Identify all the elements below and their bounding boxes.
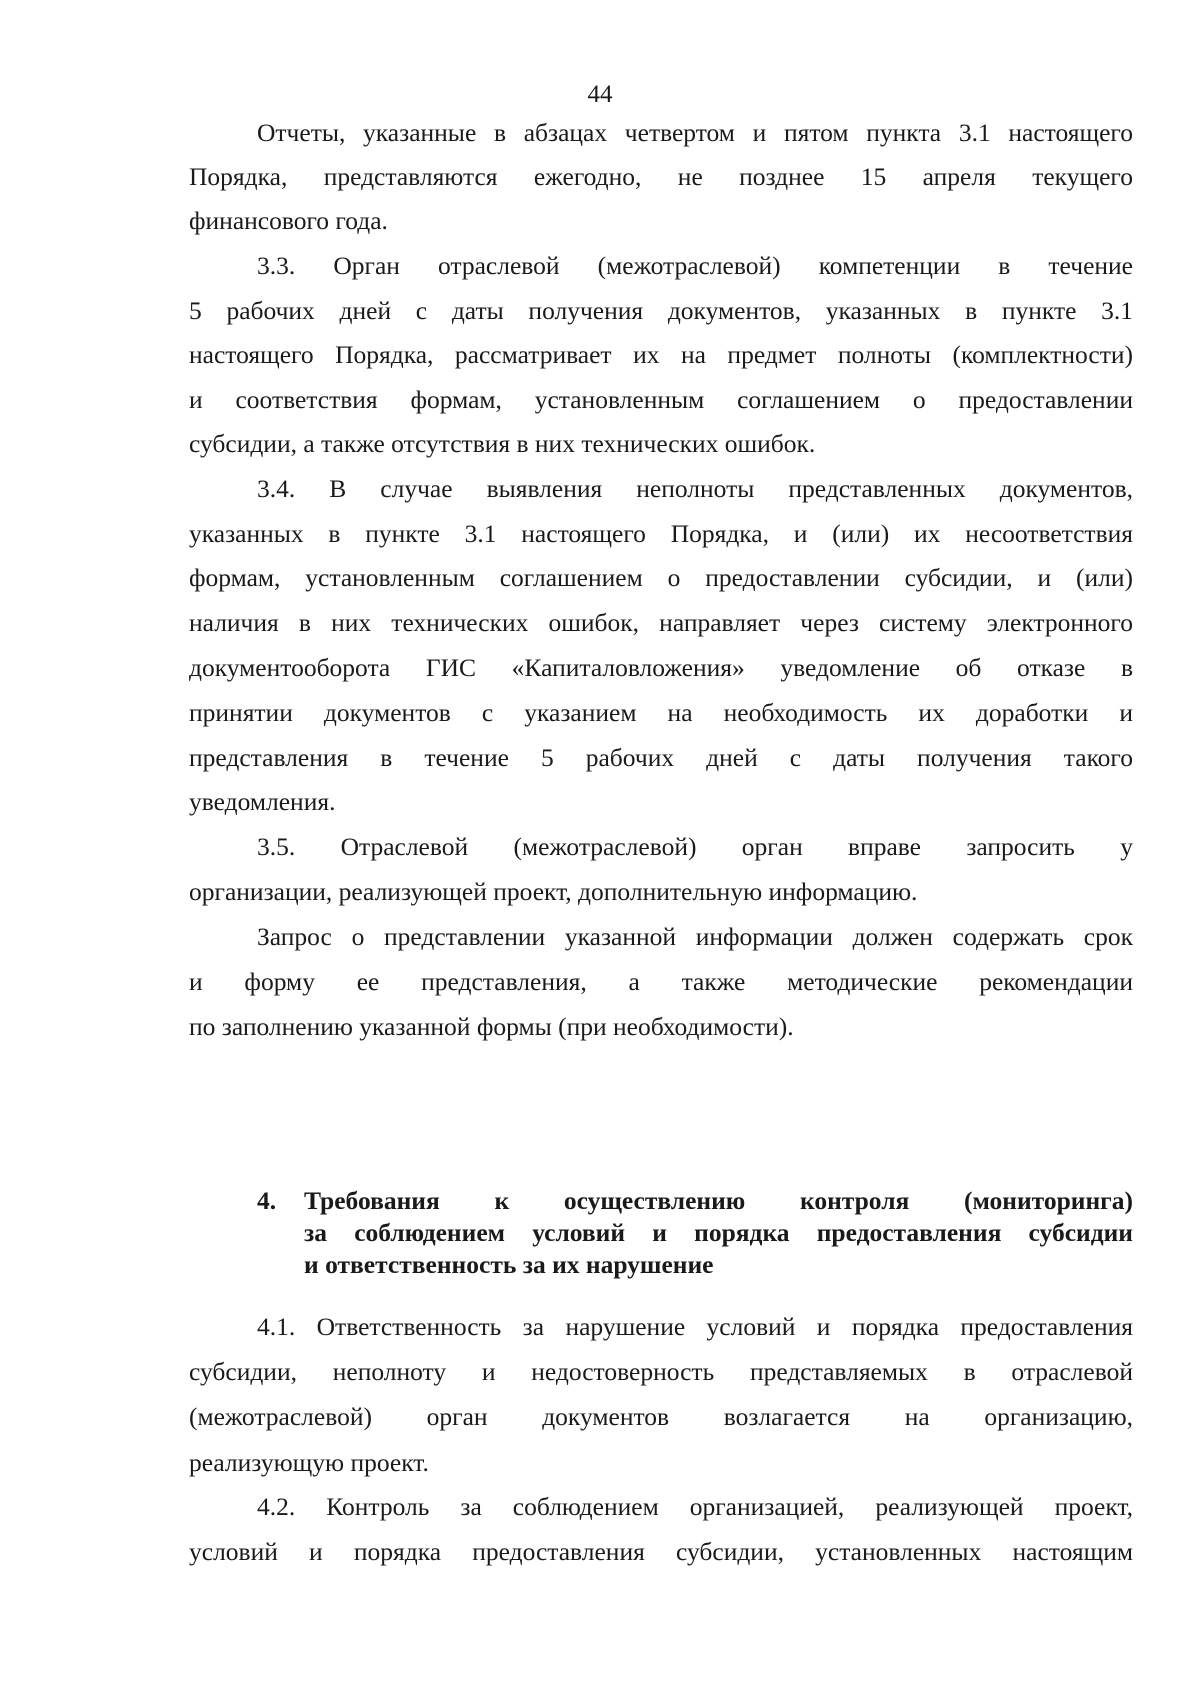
paragraph-line: реализующую проект.	[189, 1448, 429, 1477]
paragraph-line: организации, реализующей проект, дополнительную информацию.	[189, 877, 918, 906]
section-title-line: и ответственность за их нарушение	[304, 1250, 714, 1279]
paragraph-line: Отчеты, указанные в абзацах четвертом и пятом пункта 3.1 настоящего	[257, 118, 1133, 147]
paragraph-line: принятии документов с указанием на необходимость их доработки и	[189, 698, 1133, 727]
page-number: 44	[587, 81, 613, 108]
paragraph-line: 5 рабочих дней с даты получения документов, указанных в пункте 3.1	[189, 296, 1133, 325]
paragraph-line: формам, установленным соглашением о предоставлении субсидии, и (или)	[189, 563, 1133, 592]
section-title-line: Требования к осуществлению контроля (мониторинга)	[304, 1186, 1133, 1215]
paragraph-line: и форму ее представления, а также методические рекомендации	[189, 967, 1133, 996]
paragraph-line: документооборота ГИС «Капиталовложения» уведомление об отказе в	[189, 653, 1133, 682]
paragraph-line: настоящего Порядка, рассматривает их на предмет полноты (комплектности)	[189, 340, 1133, 369]
paragraph-line: условий и порядка предоставления субсидии, установленных настоящим	[189, 1537, 1133, 1566]
paragraph-line: субсидии, неполноту и недостоверность представляемых в отраслевой	[189, 1357, 1133, 1386]
paragraph-line: по заполнению указанной формы (при необходимости).	[189, 1012, 794, 1041]
paragraph-line: (межотраслевой) орган документов возлагается на организацию,	[189, 1402, 1133, 1431]
section-number: 4.	[257, 1186, 277, 1215]
paragraph-line: представления в течение 5 рабочих дней с даты получения такого	[189, 743, 1133, 772]
paragraph-line: 3.3. Орган отраслевой (межотраслевой) компетенции в течение	[257, 251, 1133, 280]
paragraph-line: и соответствия формам, установленным соглашением о предоставлении	[189, 385, 1133, 414]
paragraph-line: 3.5. Отраслевой (межотраслевой) орган вправе запросить у	[257, 832, 1133, 861]
paragraph-line: 4.1. Ответственность за нарушение условий и порядка предоставления	[257, 1312, 1133, 1341]
paragraph-line: финансового года.	[189, 206, 388, 235]
section-title-line: за соблюдением условий и порядка предоставления субсидии	[304, 1218, 1133, 1247]
paragraph-line: 3.4. В случае выявления неполноты представленных документов,	[257, 474, 1133, 503]
paragraph-line: 4.2. Контроль за соблюдением организацией, реализующей проект,	[257, 1492, 1133, 1521]
paragraph-line: субсидии, а также отсутствия в них технических ошибок.	[189, 429, 816, 458]
paragraph-line: Порядка, представляются ежегодно, не позднее 15 апреля текущего	[189, 162, 1133, 191]
paragraph-line: уведомления.	[189, 787, 336, 816]
paragraph-line: Запрос о представлении указанной информации должен содержать срок	[257, 922, 1133, 951]
paragraph-line: наличия в них технических ошибок, направляет через систему электронного	[189, 608, 1133, 637]
paragraph-line: указанных в пункте 3.1 настоящего Порядка, и (или) их несоответствия	[189, 519, 1133, 548]
